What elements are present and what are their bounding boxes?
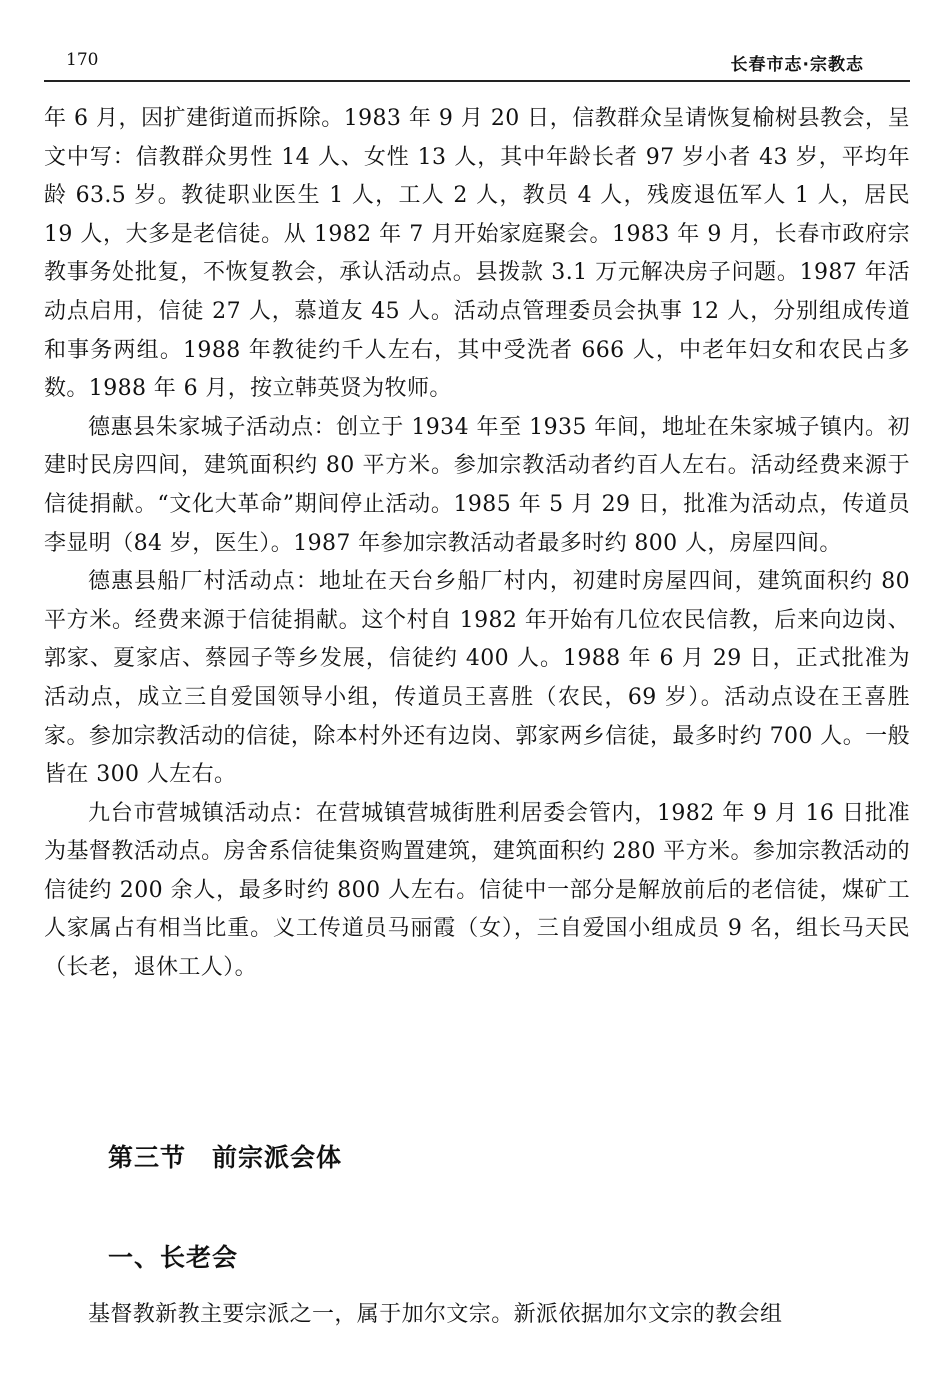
body-text	[44, 100, 910, 988]
paragraph-presbyterian-intro: 基督教新教主要宗派之一，属于加尔文宗。新派依据加尔文宗的教会组	[88, 1302, 783, 1327]
section-intro	[44, 1296, 910, 1335]
running-title: 长春市志·宗教志	[730, 55, 864, 75]
page-header	[44, 44, 910, 82]
page-number: 170	[66, 50, 99, 70]
paragraph-chuanchang: 德惠县船厂村活动点：地址在天台乡船厂村内，初建时房屋四间，建筑面积约 80 平方米。经费来源于信徒捐献。这个村自 1982 年开始有几位农民信教，后来向边岗、郭家、夏家店、蔡园子等乡发展，信徒约 400 人。1988 年 6 月 29 日，正式批准为活动点，成立三自爱国领导小组，传道员王喜胜（农民，69 岁）。活动点设在王喜胜家。参加宗教活动的信徒，除本村外还有边岗、郭家两乡信徒，最多时约 700 人。一般皆在 300 人左右。	[44, 569, 910, 788]
section-title: 第三节 前宗派会体	[108, 1143, 343, 1172]
paragraph-yingcheng: 九台市营城镇活动点：在营城镇营城街胜利居委会管内，1982 年 9 月 16 日批准为基督教活动点。房舍系信徒集资购置建筑，建筑面积约 280 平方米。参加宗教活动的信徒约 200 余人，最多时约 800 人左右。信徒中一部分是解放前后的老信徒，煤矿工人家属占有相当比重。义工传道员马丽霞（女），三自爱国小组成员 9 名，组长马天民（长老，退休工人）。	[44, 800, 910, 981]
subsection-title: 一、长老会	[108, 1243, 239, 1272]
paragraph-yushu-continued: 年 6 月，因扩建街道而拆除。1983 年 9 月 20 日，信教群众呈请恢复榆树县教会，呈文中写：信教群众男性 14 人、女性 13 人，其中年龄长者 97 岁小者 43 岁，平均年龄 63.5 岁。教徒职业医生 1 人，工人 2 人，教员 4 人，残废退伍军人 1 人，居民 19 人，大多是老信徒。从 1982 年 7 月开始家庭聚会。1983 年 9 月，长春市政府宗教事务处批复，不恢复教会，承认活动点。县拨款 3.1 万元解决房子问题。1987 年活动点启用，信徒 27 人，慕道友 45 人。活动点管理委员会执事 12 人，分别组成传道和事务两组。1988 年教徒约千人左右，其中受洗者 666 人，中老年妇女和农民占多数。1988 年 6 月，按立韩英贤为牧师。	[44, 106, 910, 402]
paragraph-zhujiachengzi: 德惠县朱家城子活动点：创立于 1934 年至 1935 年间，地址在朱家城子镇内。初建时民房四间，建筑面积约 80 平方米。参加宗教活动者约百人左右。活动经费来源于信徒捐献。“文化大革命”期间停止活动。1985 年 5 月 29 日，批准为活动点，传道员李显明（84 岁，医生）。1987 年参加宗教活动者最多时约 800 人，房屋四间。	[44, 414, 910, 556]
